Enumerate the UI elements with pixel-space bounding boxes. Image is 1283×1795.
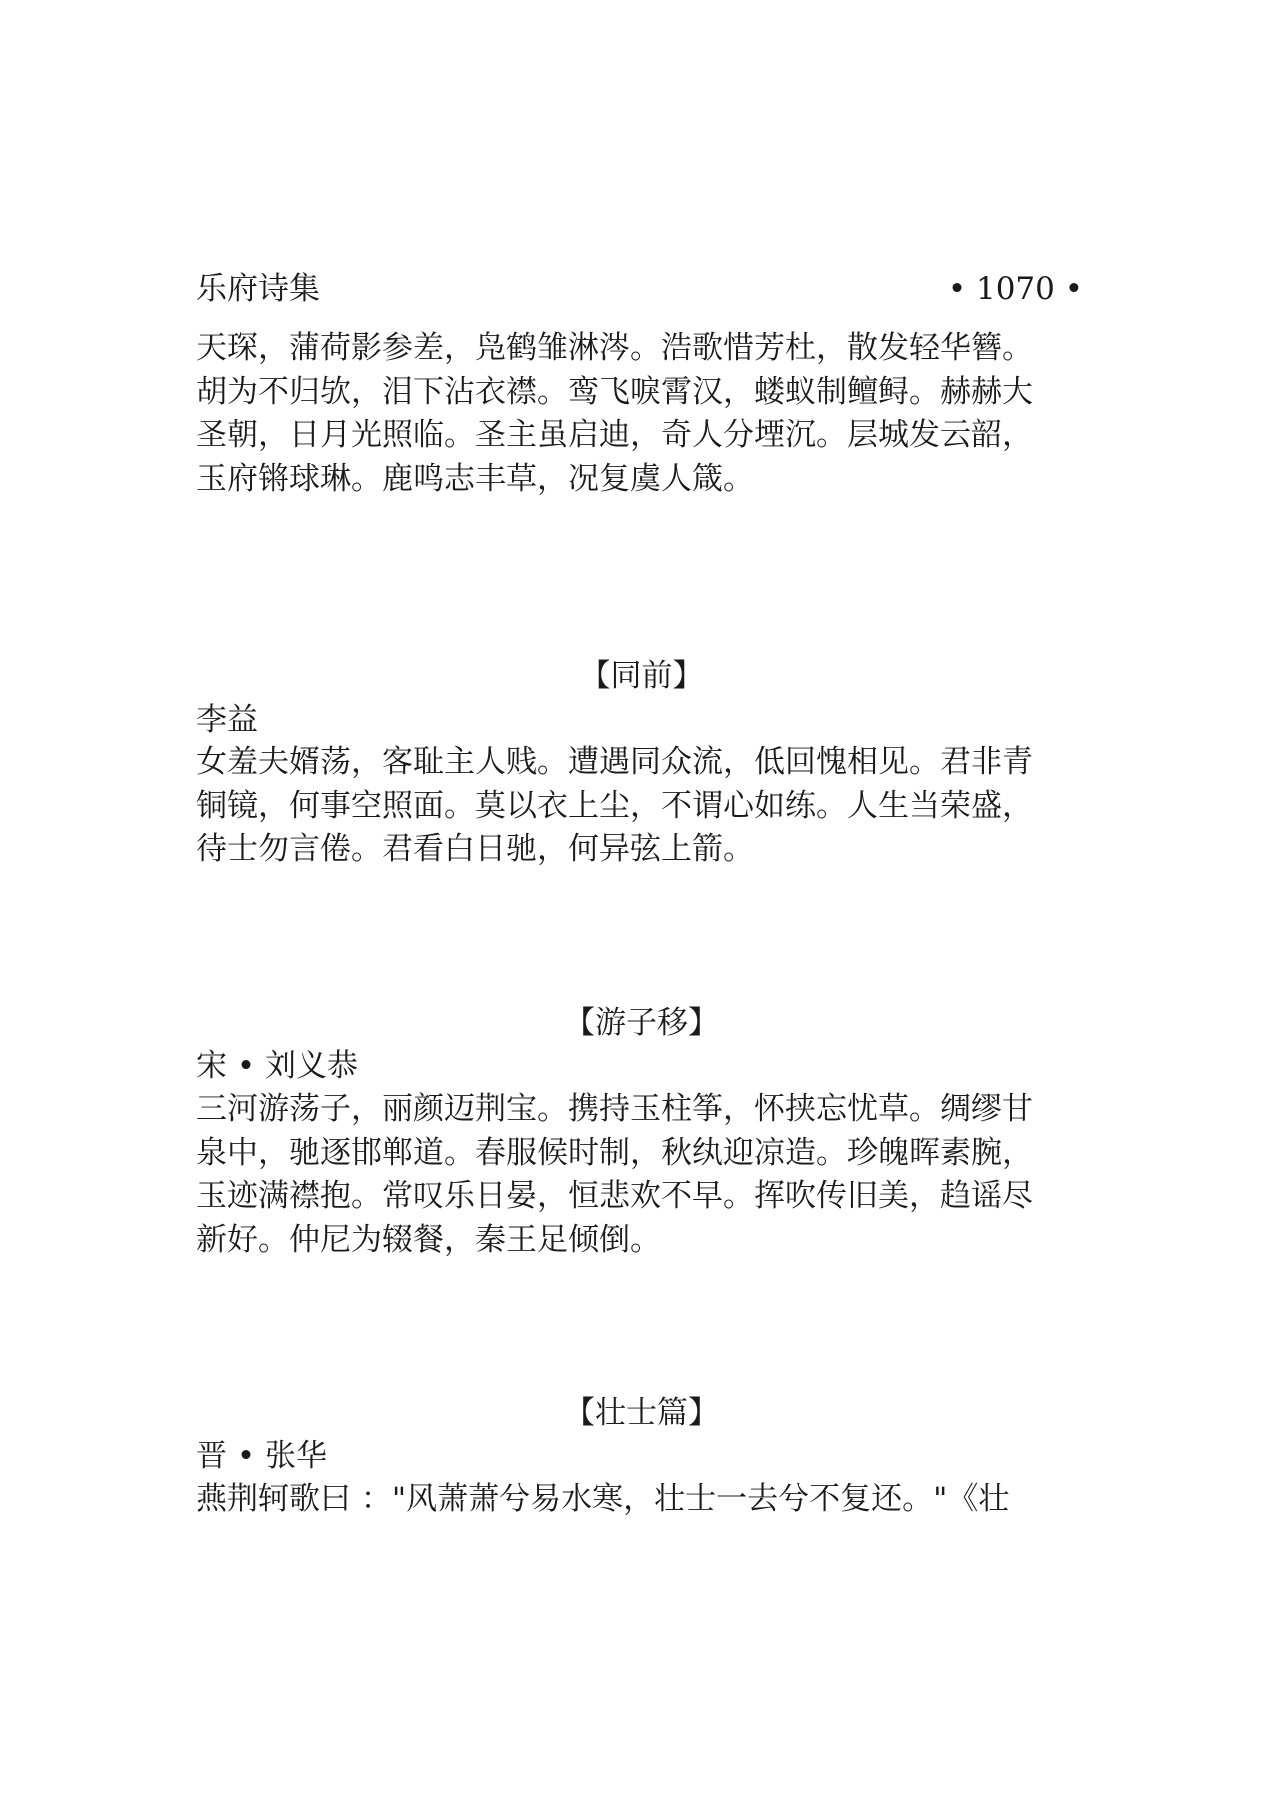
page-number: • 1070 • <box>947 271 1083 307</box>
book-title: 乐府诗集 <box>196 271 320 307</box>
poem-text <box>196 1478 1091 1522</box>
poem-line: 新好。仲尼为辍餐，秦王足倾倒。 <box>196 1221 661 1258</box>
poem-line: 玉迹满襟抱。常叹乐日晏，恒悲欢不早。挥吹传旧美，趋谣尽 <box>196 1178 1033 1214</box>
poem-line: 圣朝，日月光照临。圣主虽启迪，奇人分堙沉。层城发云韶， <box>196 417 1033 453</box>
poem-line: 待士勿言倦。君看白日驰，何异弦上箭。 <box>196 831 754 867</box>
poem-author: 晋 • 张华 <box>196 1438 327 1474</box>
poem-line: 女羞夫婿荡，客耻主人贱。遭遇同众流，低回愧相见。君非青 <box>196 744 1033 780</box>
poem-line: 铜镜，何事空照面。莫以衣上尘，不谓心如练。人生当荣盛， <box>196 787 1033 824</box>
poem-line: 玉府锵球琳。鹿鸣志丰草，况复虞人箴。 <box>196 460 754 497</box>
poem-line: 天琛，蒲荷影参差，凫鹤雏淋涔。浩歌惜芳杜，散发轻华簪。 <box>196 330 1033 366</box>
poem-text <box>196 741 1091 872</box>
continued-poem-text <box>196 327 1091 501</box>
poem-title: 【同前】 <box>579 658 704 694</box>
poem-line: 泉中，驰逐邯郸道。春服候时制，秋纨迎凉造。珍魄晖素腕， <box>196 1134 1033 1171</box>
poem-line: 胡为不归欤，泪下沾衣襟。鸾飞唳霄汉，蝼蚁制鳣鲟。赫赫大 <box>196 373 1033 410</box>
poem-author: 李益 <box>196 702 258 738</box>
poem-author: 宋 • 刘义恭 <box>196 1048 358 1084</box>
poem-line: 燕荆轲歌曰 ："风萧萧兮易水寒，壮士一去兮不复还。"《壮 <box>196 1481 1010 1517</box>
poem-line: 三河游荡子，丽颜迈荆宝。携持玉柱筝，怀挟忘忧草。绸缪甘 <box>196 1091 1033 1127</box>
poem-text <box>196 1088 1091 1262</box>
poem-title: 【壮士篇】 <box>564 1395 719 1431</box>
poem-title: 【游子移】 <box>564 1005 719 1041</box>
